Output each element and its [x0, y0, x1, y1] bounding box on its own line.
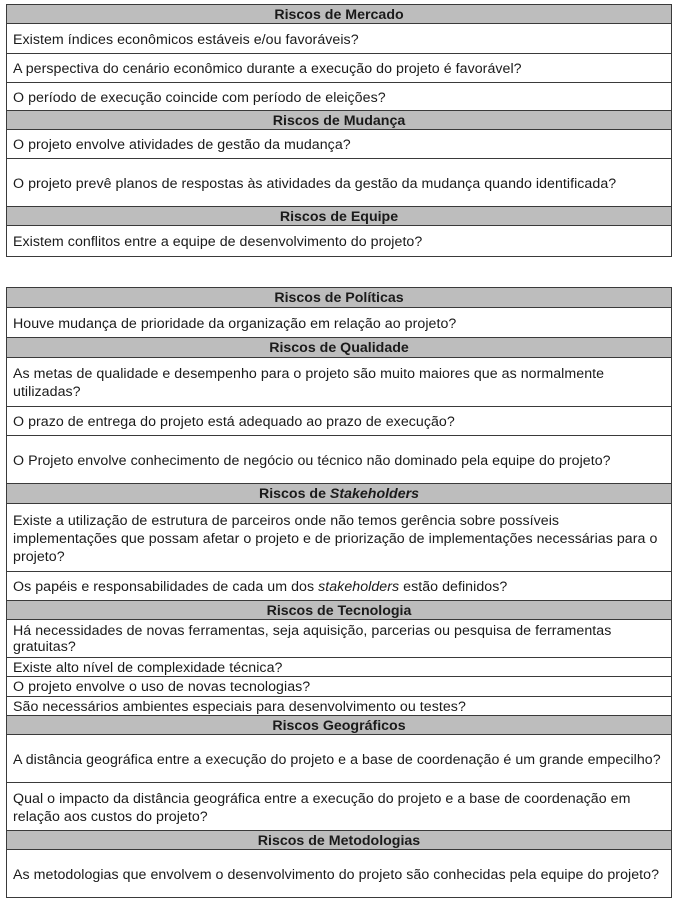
section-header-stakeholders — [7, 484, 672, 504]
question-row — [7, 620, 672, 658]
question-row — [7, 697, 672, 716]
question-text: O prazo de entrega do projeto está adequado ao prazo de execução? — [13, 414, 455, 430]
question-row — [7, 159, 672, 207]
section-title: Riscos de Equipe — [7, 207, 672, 226]
section-header-geograficos — [7, 716, 672, 735]
question-text: Existem índices econômicos estáveis e/ou favoráveis? — [13, 31, 359, 48]
question-row — [7, 572, 672, 601]
question-text: O projeto envolve o uso de novas tecnologias? — [13, 679, 311, 695]
section-title: Riscos de Políticas — [7, 288, 672, 308]
section-header-metodologias — [7, 831, 672, 850]
section-header-tecnologia — [7, 601, 672, 620]
question-row — [7, 358, 672, 407]
section-header-mudanca — [7, 111, 672, 130]
question-text: O período de execução coincide com período de eleições? — [13, 89, 386, 106]
section-header-equipe — [7, 207, 672, 226]
question-row — [7, 436, 672, 484]
section-title — [7, 484, 672, 504]
question-text: As metas de qualidade e desempenho para o projeto são muito maiores que as normalmente utilizadas? — [13, 366, 605, 400]
question-text: Existe alto nível de complexidade técnica? — [13, 659, 283, 676]
question-row — [7, 783, 672, 831]
question-text: Houve mudança de prioridade da organização em relação ao projeto? — [13, 315, 457, 332]
section-title: Riscos de Mudança — [7, 111, 672, 130]
section-title-prefix: Riscos de — [258, 486, 330, 502]
risk-table-1 — [6, 4, 672, 257]
question-text: Existem conflitos entre a equipe de desenvolvimento do projeto? — [13, 234, 423, 250]
section-header-qualidade — [7, 338, 672, 358]
question-text: São necessários ambientes especiais para desenvolvimento ou testes? — [13, 698, 466, 715]
question-row — [7, 735, 672, 783]
question-text: Há necessidades de novas ferramentas, seja aquisição, parcerias ou pesquisa de ferramentas gratuitas? — [13, 623, 612, 655]
question-text-before: Os papéis e responsabilidades de cada um dos — [13, 579, 319, 595]
question-row — [7, 24, 672, 54]
question-text: O projeto prevê planos de respostas às atividades da gestão da mudança quando identificada? — [13, 175, 617, 192]
question-text: A distância geográfica entre a execução do projeto e a base de coordenação é um grande empecilho? — [13, 751, 661, 768]
question-text: A perspectiva do cenário econômico durante a execução do projeto é favorável? — [13, 61, 522, 77]
question-row — [7, 83, 672, 111]
question-row — [7, 226, 672, 257]
section-title: Riscos de Tecnologia — [7, 601, 672, 620]
section-title: Riscos de Qualidade — [7, 338, 672, 358]
question-row — [7, 54, 672, 83]
section-title: Riscos Geográficos — [7, 716, 672, 735]
question-text: O Projeto envolve conhecimento de negócio ou técnico não dominado pela equipe do projeto? — [13, 452, 611, 469]
question-row — [7, 504, 672, 572]
question-text: Existe a utilização de estrutura de parceiros onde não temos gerência sobre possíveis implementações que possam afetar o projeto e de priorização de implementações necessárias para o projeto? — [13, 512, 658, 565]
question-row — [7, 850, 672, 898]
section-title-emphasis: Stakeholders — [329, 486, 420, 502]
section-header-mercado — [7, 5, 672, 24]
question-text — [13, 578, 665, 596]
section-header-politicas — [7, 288, 672, 308]
question-text: As metodologias que envolvem o desenvolvimento do projeto são conhecidas pela equipe do projeto? — [13, 866, 660, 883]
section-title: Riscos de Mercado — [7, 5, 672, 24]
question-row — [7, 677, 672, 697]
question-text-after: estão definidos? — [399, 579, 508, 595]
question-text: O projeto envolve atividades de gestão da mudança? — [13, 137, 351, 153]
question-row — [7, 407, 672, 436]
question-row — [7, 308, 672, 338]
risk-table-2 — [6, 287, 672, 898]
question-row — [7, 130, 672, 159]
question-text: Qual o impacto da distância geográfica entre a execução do projeto e a base de coordenação em relação aos custos do projeto? — [13, 790, 631, 825]
question-text-emphasis: stakeholders — [318, 579, 400, 595]
question-row — [7, 658, 672, 677]
section-title: Riscos de Metodologias — [7, 831, 672, 850]
